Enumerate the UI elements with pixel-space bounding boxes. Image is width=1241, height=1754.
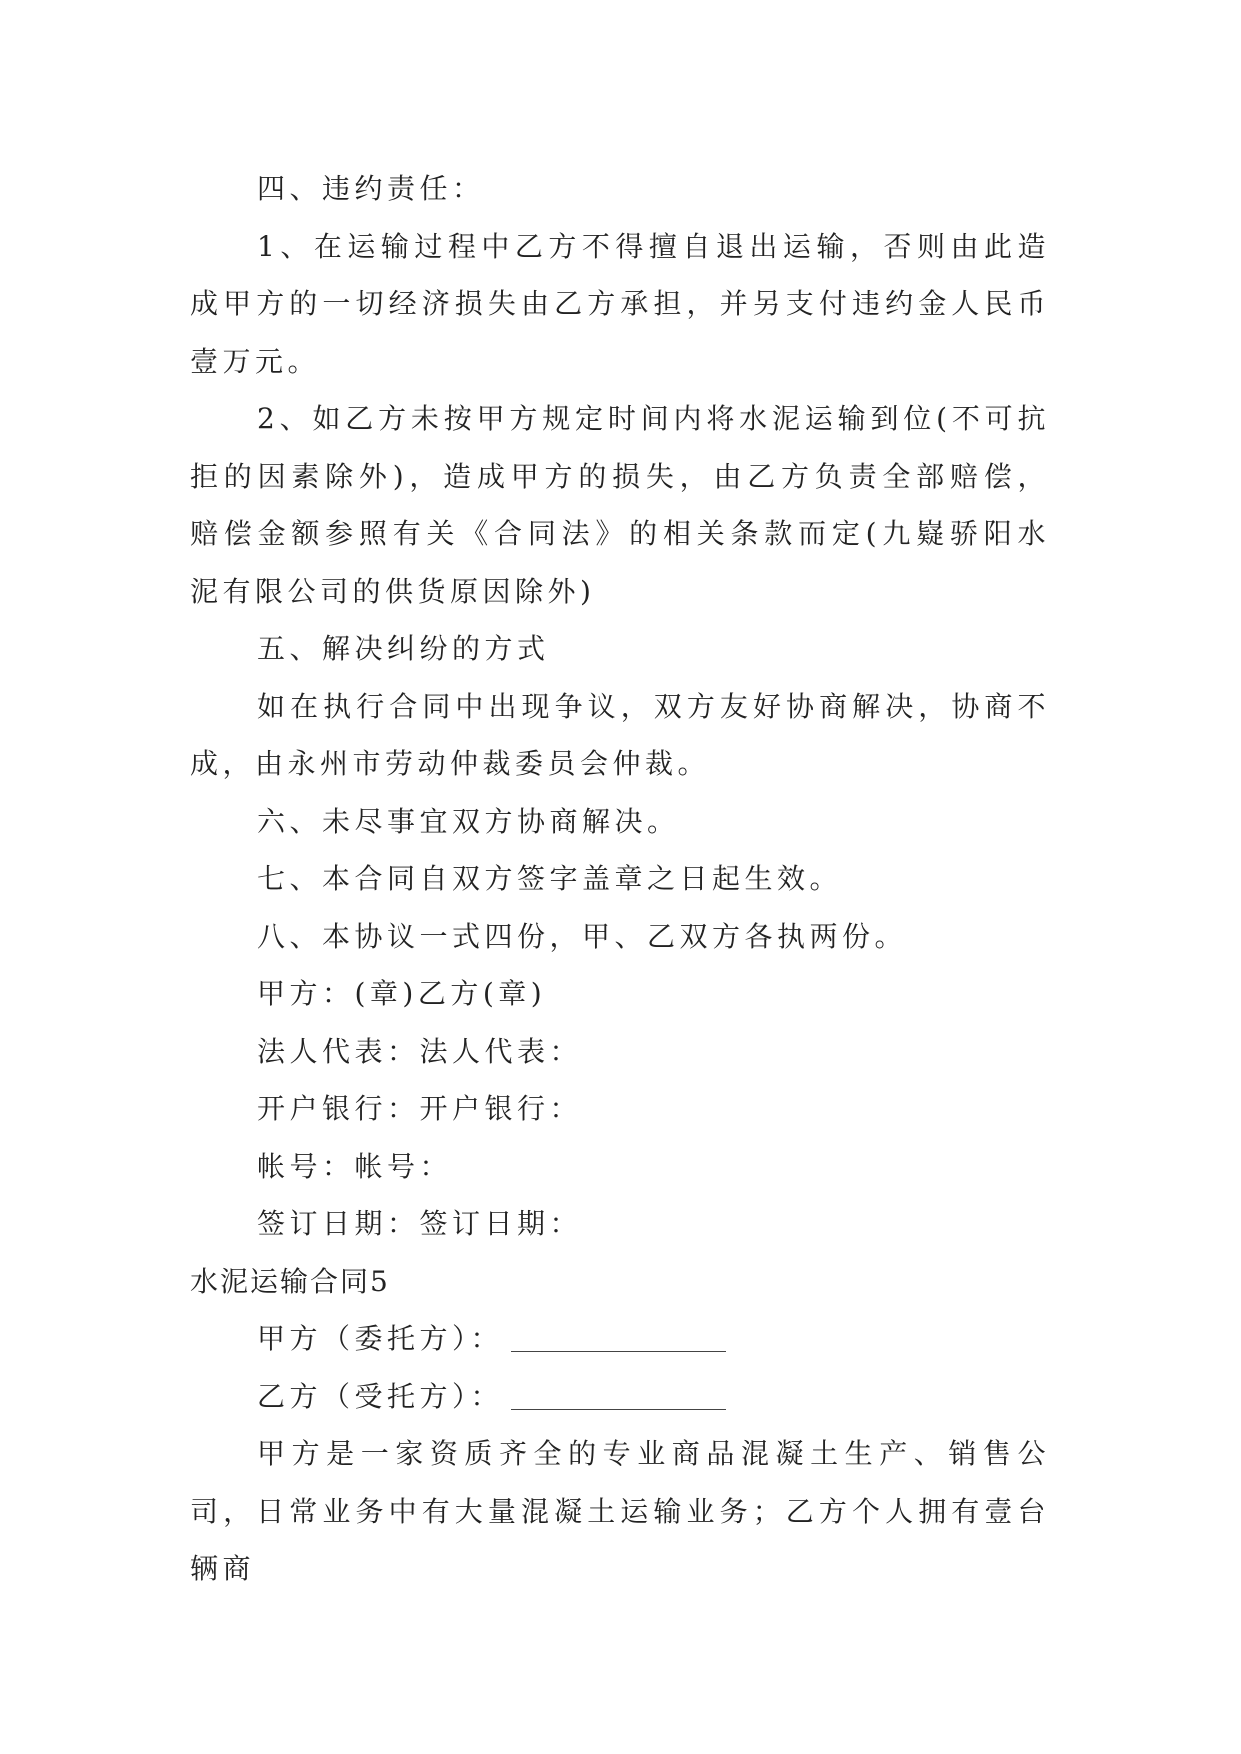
signature-date: 签订日期：签订日期：: [257, 1207, 583, 1240]
section-8: 八、本协议一式四份，甲、乙双方各执两份。: [257, 919, 908, 953]
section-5-body: 如在执行合同中出现争议，双方友好协商解决，协商不成，由永州市劳动仲裁委员会仲裁。: [190, 689, 1050, 780]
signature-bank: 开户银行：开户银行：: [257, 1092, 583, 1125]
signature-account: 帐号：帐号：: [257, 1149, 453, 1183]
contract-5-title: 水泥运输合同5: [190, 1264, 390, 1298]
signature-parties: 甲方：(章)乙方(章): [257, 977, 547, 1010]
party-b-blank-line: [511, 1383, 726, 1410]
section-4-clause-2: 2、如乙方未按甲方规定时间内将水泥运输到位(不可抗拒的因素除外)，造成甲方的损失，由乙方负责全部赔偿，赔偿金额参照有关《合同法》的相关条款而定(九嶷骄阳水泥有限公司的供货原因除外): [190, 402, 1050, 608]
party-a-label: 甲方（委托方）：: [257, 1322, 504, 1355]
document-page: [190, 160, 1050, 1598]
section-5-title: 五、解决纠纷的方式: [257, 632, 550, 665]
party-b-label: 乙方（受托方）：: [257, 1379, 504, 1413]
section-6: 六、未尽事宜双方协商解决。: [257, 804, 680, 838]
contract-5-party-b: [190, 1368, 1050, 1426]
signature-legal-rep: 法人代表：法人代表：: [257, 1034, 583, 1068]
party-a-blank-line: [511, 1325, 726, 1352]
contract-5-party-a: [190, 1310, 1050, 1368]
contract-5-intro: 甲方是一家资质齐全的专业商品混凝土生产、销售公司，日常业务中有大量混凝土运输业务；乙方个人拥有壹台辆商: [190, 1437, 1050, 1585]
section-4-clause-1: 1、在运输过程中乙方不得擅自退出运输，否则由此造成甲方的一切经济损失由乙方承担，并另支付违约金人民币壹万元。: [190, 229, 1050, 378]
section-4-title: 四、违约责任：: [257, 172, 485, 205]
section-7: 七、本合同自双方签字盖章之日起生效。: [257, 862, 843, 895]
